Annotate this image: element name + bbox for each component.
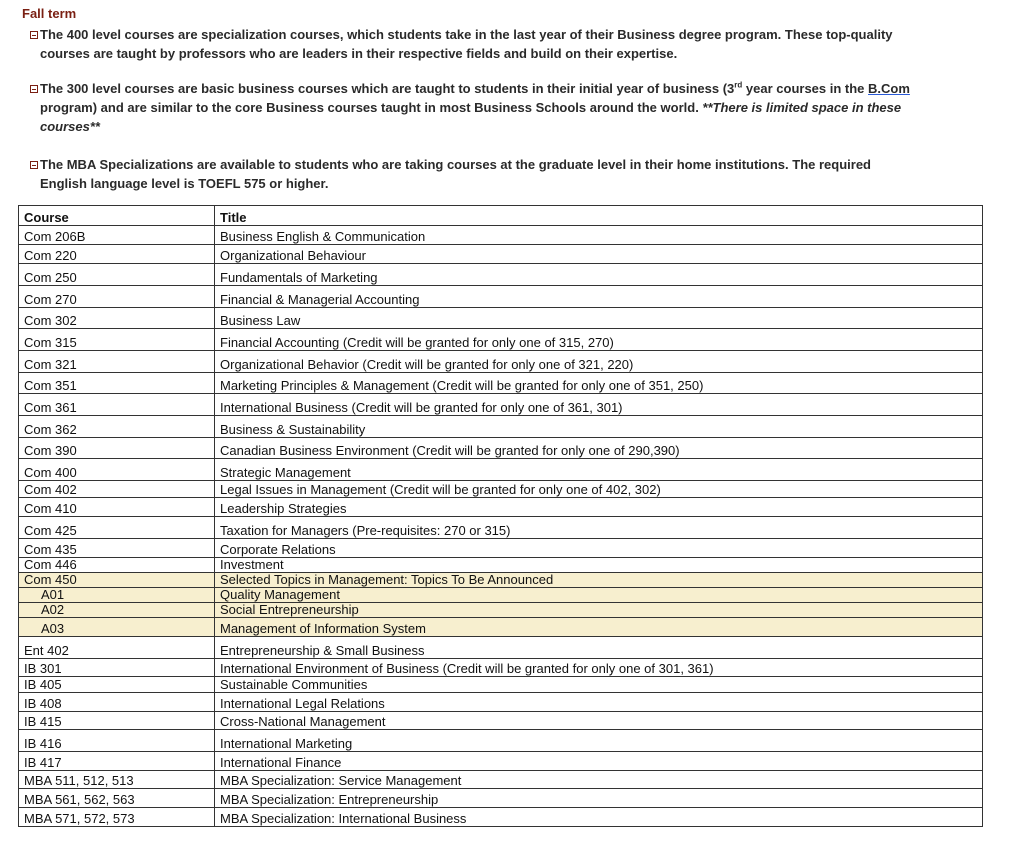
table-row [19,416,983,438]
paragraph-text: The 300 level courses are basic business courses which are taught to students in their initial year of business (3 [40,81,735,96]
course-code-cell: IB 408 [19,693,215,712]
course-code-cell: A02 [19,603,215,618]
course-code-cell: IB 405 [19,677,215,693]
course-code-cell: Com 270 [19,286,215,308]
table-row [19,588,983,603]
course-title-cell: Business & Sustainability [215,416,983,438]
course-title-cell: Taxation for Managers (Pre-requisites: 270 or 315) [215,517,983,539]
table-row [19,677,983,693]
table-row [19,603,983,618]
course-code-cell: Com 361 [19,394,215,416]
course-title-cell: International Marketing [215,730,983,752]
course-title-cell: MBA Specialization: Entrepreneurship [215,789,983,808]
table-row [19,730,983,752]
paragraph-300-level [30,79,1010,136]
course-title-cell: Entrepreneurship & Small Business [215,637,983,659]
course-code-cell: Com 450 [19,573,215,588]
table-row [19,438,983,459]
table-row [19,539,983,558]
paragraph-line: English language level is TOEFL 575 or higher. [40,176,329,191]
paragraph-mba [30,155,1010,193]
table-row [19,637,983,659]
table-row [19,808,983,827]
course-code-cell: Com 435 [19,539,215,558]
course-code-cell: Com 250 [19,264,215,286]
paragraph-400-level [30,25,1010,63]
course-title-cell: Social Entrepreneurship [215,603,983,618]
paragraph-line: The 400 level courses are specialization courses, which students take in the last year of their Business degree program. These top-quality [40,27,893,42]
paragraph-line: courses are taught by professors who are leaders in their respective fields and build on their expertise. [40,46,678,61]
table-row [19,498,983,517]
course-code-cell: IB 417 [19,752,215,771]
paragraph-text: year courses in the [742,81,869,96]
course-code-cell: MBA 561, 562, 563 [19,789,215,808]
table-row [19,752,983,771]
course-title-cell: Financial & Managerial Accounting [215,286,983,308]
ordinal-suffix: rd [734,80,743,90]
course-code-cell: Com 446 [19,558,215,573]
table-header-row [19,206,983,226]
course-code-cell: MBA 511, 512, 513 [19,771,215,789]
course-title-cell: Business English & Communication [215,226,983,245]
table-row [19,373,983,394]
course-title-cell: Organizational Behaviour [215,245,983,264]
table-row [19,226,983,245]
course-code-cell: Com 220 [19,245,215,264]
course-title-cell: MBA Specialization: Service Management [215,771,983,789]
course-code-cell: A03 [19,618,215,637]
course-title-cell: Selected Topics in Management: Topics To Be Announced [215,573,983,588]
table-row [19,517,983,539]
paragraph-line: The MBA Specializations are available to students who are taking courses at the graduate level in their home institutions. The required [40,157,871,172]
table-row [19,351,983,373]
checkbox-bullet-icon [30,161,38,169]
paragraph-line [30,98,1010,136]
table-row [19,245,983,264]
course-code-cell: Com 321 [19,351,215,373]
course-title-cell: Corporate Relations [215,539,983,558]
course-title-cell: Strategic Management [215,459,983,481]
course-title-cell: International Business (Credit will be granted for only one of 361, 301) [215,394,983,416]
table-row [19,771,983,789]
course-title-cell: International Finance [215,752,983,771]
course-title-cell: International Legal Relations [215,693,983,712]
table-row [19,286,983,308]
paragraph-text: program) and are similar to the core Business courses taught in most Business Schools around the world. [40,100,703,115]
section-heading: Fall term [22,6,77,21]
course-code-cell: Com 402 [19,481,215,498]
table-row [19,573,983,588]
course-title-cell: Cross-National Management [215,712,983,730]
checkbox-bullet-icon [30,85,38,93]
table-row [19,693,983,712]
course-title-cell: International Environment of Business (Credit will be granted for only one of 301, 361) [215,659,983,677]
course-code-cell: MBA 571, 572, 573 [19,808,215,827]
course-title-cell: Quality Management [215,588,983,603]
course-code-cell: Com 362 [19,416,215,438]
column-header-course: Course [19,206,215,226]
course-title-cell: Investment [215,558,983,573]
table-row [19,712,983,730]
table-row [19,558,983,573]
course-title-cell: Legal Issues in Management (Credit will be granted for only one of 402, 302) [215,481,983,498]
course-title-cell: Financial Accounting (Credit will be granted for only one of 315, 270) [215,329,983,351]
table-row [19,481,983,498]
table-row [19,264,983,286]
table-row [19,618,983,637]
course-code-cell: Com 315 [19,329,215,351]
course-code-cell: Com 302 [19,308,215,329]
table-row [19,789,983,808]
table-row [19,308,983,329]
bcom-link[interactable]: B.Com [868,81,910,96]
course-code-cell: Com 425 [19,517,215,539]
table-row [19,659,983,677]
course-code-cell: IB 416 [19,730,215,752]
course-title-cell: Marketing Principles & Management (Credit will be granted for only one of 351, 250) [215,373,983,394]
course-code-cell: Com 351 [19,373,215,394]
course-title-cell: Leadership Strategies [215,498,983,517]
course-code-cell: IB 415 [19,712,215,730]
course-title-cell: Management of Information System [215,618,983,637]
checkbox-bullet-icon [30,31,38,39]
course-title-cell: Business Law [215,308,983,329]
column-header-title: Title [215,206,983,226]
course-title-cell: Fundamentals of Marketing [215,264,983,286]
course-code-cell: Com 206B [19,226,215,245]
course-code-cell: IB 301 [19,659,215,677]
course-table [18,205,983,827]
table-row [19,329,983,351]
limited-space-note: courses** [40,119,100,134]
course-code-cell: Ent 402 [19,637,215,659]
course-code-cell: Com 390 [19,438,215,459]
course-title-cell: Canadian Business Environment (Credit will be granted for only one of 290,390) [215,438,983,459]
course-code-cell: Com 400 [19,459,215,481]
course-code-cell: Com 410 [19,498,215,517]
course-title-cell: Organizational Behavior (Credit will be granted for only one of 321, 220) [215,351,983,373]
table-row [19,459,983,481]
table-row [19,394,983,416]
course-title-cell: MBA Specialization: International Business [215,808,983,827]
course-title-cell: Sustainable Communities [215,677,983,693]
course-code-cell: A01 [19,588,215,603]
limited-space-note: **There is limited space in these [702,100,902,115]
